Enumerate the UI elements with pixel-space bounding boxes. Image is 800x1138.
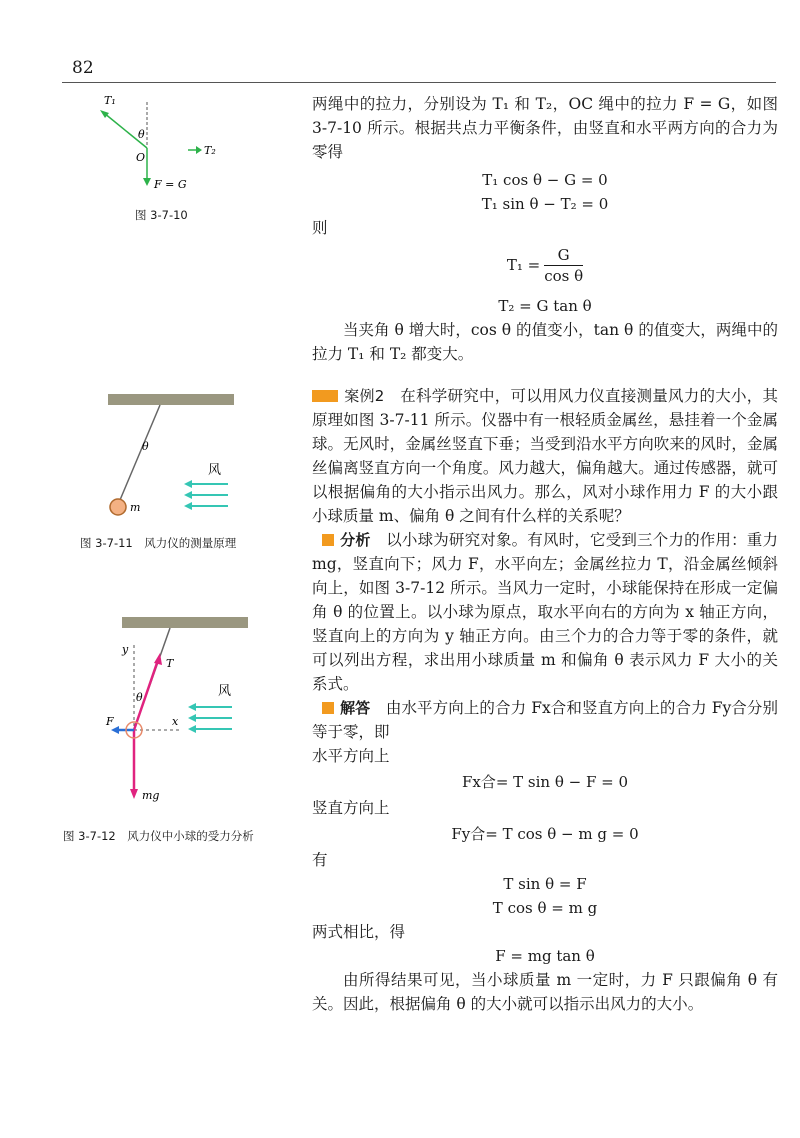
figure-3-7-10 bbox=[90, 90, 230, 200]
label-m: m bbox=[130, 501, 141, 514]
answer-title: 解答 bbox=[340, 699, 371, 717]
gravity-arrowhead bbox=[130, 789, 138, 799]
analysis-title: 分析 bbox=[340, 531, 371, 549]
caption-3-7-12: 图 3-7-12 风力仪中小球的受力分析 bbox=[63, 829, 254, 843]
label-x: x bbox=[172, 715, 179, 728]
answer-text: 由水平方向上的合力 Fx合和竖直方向上的合力 Fy合分别等于零，即 bbox=[312, 699, 778, 741]
label-theta: θ bbox=[136, 691, 143, 704]
paragraph-2: 当夹角 θ 增大时，cos θ 的值变小，tan θ 的值变大，两绳中的拉力 T₁ 和 T₂ 都变大。 bbox=[312, 321, 778, 363]
equation-3-lhs: T₁ = bbox=[506, 256, 541, 274]
text-then: 则 bbox=[312, 219, 328, 237]
case-title: 案例2 bbox=[344, 387, 385, 405]
label-y: y bbox=[122, 643, 129, 656]
text-horizontal: 水平方向上 bbox=[312, 747, 390, 765]
text-section-2 bbox=[312, 384, 778, 1016]
label-t2: T₂ bbox=[204, 144, 216, 157]
wind-arrows bbox=[184, 480, 228, 510]
ceiling-bar bbox=[122, 617, 248, 628]
fraction bbox=[544, 245, 583, 286]
caption-3-7-10: 图 3-7-10 bbox=[135, 208, 188, 222]
conclusion-paragraph: 由所得结果可见，当小球质量 m 一定时，力 F 只跟偏角 θ 有关。因此，根据偏角 θ 的大小就可以指示出风力的大小。 bbox=[312, 971, 778, 1013]
figure-3-7-11 bbox=[100, 392, 250, 522]
label-o: O bbox=[136, 151, 146, 164]
page-number: 82 bbox=[72, 58, 94, 78]
label-t1: T₁ bbox=[104, 94, 116, 107]
ceiling-bar bbox=[108, 394, 234, 405]
fraction-numerator: G bbox=[544, 245, 583, 266]
metal-ball bbox=[110, 499, 126, 515]
label-f: F bbox=[106, 715, 114, 728]
answer-paragraph bbox=[312, 696, 778, 744]
figure-3-7-12 bbox=[100, 615, 250, 810]
label-theta: θ bbox=[138, 128, 145, 141]
analysis-text: 以小球为研究对象。有风时，它受到三个力的作用：重力 mg，竖直向下；风力 F，水平向左；金属丝拉力 T，沿金属丝倾斜向上，如图 3-7-12 所示。当风力一定时，小球能保持在形成一定偏角 θ 的位置上。以小球为原点，取水平向右的方向为 x 轴正方向，竖直向上的方向为 y 轴正方向。由三个力的合力等于零的条件，就可以列出方程，求出用小球质量 m 和偏角 θ 表示风力 F 大小的关系式。 bbox=[312, 531, 778, 693]
label-f: F = G bbox=[154, 178, 187, 191]
analysis-marker bbox=[322, 534, 334, 546]
label-t: T bbox=[166, 657, 174, 670]
label-theta: θ bbox=[142, 440, 149, 453]
equation-7: T sin θ = F bbox=[503, 875, 587, 893]
equation-8: T cos θ = m g bbox=[492, 899, 598, 917]
equation-3 bbox=[312, 240, 778, 290]
answer-marker bbox=[322, 702, 334, 714]
metal-wire bbox=[120, 405, 160, 500]
text-compare: 两式相比，得 bbox=[312, 923, 406, 941]
header-rule bbox=[62, 82, 776, 83]
t2-arrowhead bbox=[196, 146, 202, 154]
caption-3-7-11: 图 3-7-11 风力仪的测量原理 bbox=[80, 536, 237, 550]
text-vertical: 竖直方向上 bbox=[312, 799, 390, 817]
fraction-denominator: cos θ bbox=[544, 266, 584, 285]
label-wind: 风 bbox=[208, 463, 222, 478]
equation-5: Fx合= T sin θ − F = 0 bbox=[461, 773, 629, 791]
equation-1: T₁ cos θ − G = 0 bbox=[482, 171, 608, 189]
paragraph-1: 两绳中的拉力，分别设为 T₁ 和 T₂，OC 绳中的拉力 F = G，如图 3-7-10 所示。根据共点力平衡条件，由竖直和水平两方向的合力为零得 bbox=[312, 95, 778, 161]
equation-6: Fy合= T cos θ − m g = 0 bbox=[451, 825, 639, 843]
text-have: 有 bbox=[312, 851, 328, 869]
label-mg: mg bbox=[142, 789, 160, 802]
wind-arrows bbox=[188, 703, 232, 733]
equation-9: F = mg tan θ bbox=[495, 947, 595, 965]
analysis-paragraph bbox=[312, 528, 778, 696]
case-text: 在科学研究中，可以用风力仪直接测量风力的大小，其原理如图 3-7-11 所示。仪器中有一根轻质金属丝，悬挂着一个金属球。无风时，金属丝竖直下垂；当受到沿水平方向吹来的风时，金属丝偏离竖直方向一个角度。风力越大，偏角越大。通过传感器，就可以根据偏角的大小指示出风力。那么，风对小球作用力 F 的大小跟小球质量 m、偏角 θ 之间有什么样的关系呢？ bbox=[312, 387, 778, 525]
case-paragraph bbox=[312, 384, 778, 528]
case-marker bbox=[312, 390, 338, 402]
equation-4: T₂ = G tan θ bbox=[498, 297, 592, 315]
text-section-1 bbox=[312, 92, 778, 366]
label-wind: 风 bbox=[218, 684, 232, 699]
equation-2: T₁ sin θ − T₂ = 0 bbox=[481, 195, 609, 213]
f-arrowhead bbox=[143, 178, 151, 186]
